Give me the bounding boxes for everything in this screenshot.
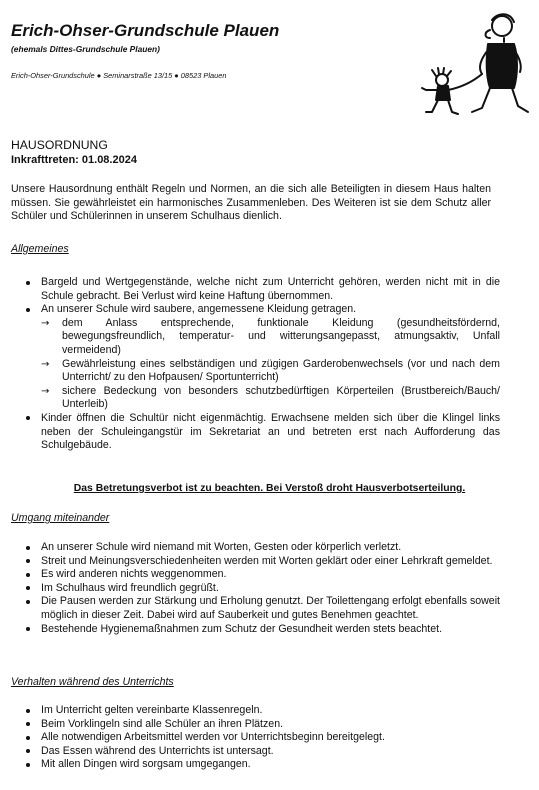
bullet-dot-icon (26, 586, 30, 590)
list-item: Bestehende Hygienemaßnahmen zum Schutz der Gesundheit werden stets beachtet. (0, 623, 500, 637)
school-address: Erich-Ohser-Grundschule ● Seminarstraße 13/15 ● 08523 Plauen (11, 71, 227, 80)
list-item: Beim Vorklingeln sind alle Schüler an ihren Plätzen. (0, 718, 500, 732)
list-item: Streit und Meinungsverschiedenheiten werden mit Worten geklärt oder einer Lehrkraft gemeldet. (0, 555, 500, 569)
school-name: Erich-Ohser-Grundschule Plauen (11, 21, 280, 40)
bullet-dot-icon (26, 722, 30, 726)
right-arrow-icon: → (41, 317, 50, 329)
sub-list (41, 317, 500, 412)
bullet-dot-icon (26, 573, 30, 577)
sub-list-item: → sichere Bedeckung von besonders schutzbedürftigen Körperteilen (Brustbereich/Bauch/ Unterleib) (41, 384, 500, 411)
bullet-dot-icon (26, 736, 30, 740)
bullet-dot-icon (26, 559, 30, 563)
list-item: Kinder öffnen die Schultür nicht eigenmächtig. Erwachsene melden sich über die Klingel links neben der Schuleingangstür im Sekretariat an und betreten erst nach Aufforderung das Schulgebäude. (0, 412, 500, 453)
section-list-allgemeines (0, 276, 500, 453)
intro-paragraph: Unsere Hausordnung enthält Regeln und Normen, an die sich alle Beteiligten in diesem Haus halten müssen. Sie gewährleistet ein harmonisches Zusammenleben. Des Weiteren ist sie dem Schutz aller Schüler und Schülerinnen in unserem Schulhaus dienlich. (11, 183, 491, 223)
section-heading-umgang-miteinander: Umgang miteinander (11, 512, 110, 524)
effective-date: Inkrafttreten: 01.08.2024 (11, 154, 137, 166)
list-item: Mit allen Dingen wird sorgsam umgegangen. (0, 758, 500, 772)
section-heading-verhalten-unterricht: Verhalten während des Unterrichts (11, 676, 174, 688)
right-arrow-icon: → (41, 385, 50, 397)
list-item: Alle notwendigen Arbeitsmittel werden vor Unterrichtsbeginn bereitgelegt. (0, 731, 500, 745)
sub-list-item: → Gewährleistung eines selbständigen und zügigen Garderobenwechsels (vor und nach dem Unterricht/ zu den Hofpausen/ Sportunterricht) (41, 357, 500, 384)
bullet-dot-icon (26, 749, 30, 753)
list-item: An unserer Schule wird saubere, angemessene Kleidung getragen. → dem Anlass entsprechende, funktionale Kleidung (gesundheitsfördernd, bewegungsfreundlich, temperatur- und witterungsangepasst, atmungsaktiv, Unfall vermeidend) → Gewährleistung eines selbständigen und zügigen Garderobenwechsels (vor und nach dem Unterricht/ zu den Hofpausen/ Sportunterricht) → sichere Bedeckung von besonders schutzbedürftigen Körperteilen (Brustbereich/Bauch/ Unterleib) (0, 303, 500, 412)
entry-ban-warning: Das Betretungsverbot ist zu beachten. Bei Verstoß droht Hausverbotserteilung. (73, 483, 466, 494)
bullet-dot-icon (26, 416, 30, 420)
list-item: An unserer Schule wird niemand mit Worten, Gesten oder körperlich verletzt. (0, 541, 500, 555)
bullet-dot-icon (26, 600, 30, 604)
list-item: Das Essen während des Unterrichts ist untersagt. (0, 745, 500, 759)
sub-list-item: → dem Anlass entsprechende, funktionale Kleidung (gesundheitsfördernd, bewegungsfreundlich, temperatur- und witterungsangepasst, atmungsaktiv, Unfall vermeidend) (41, 316, 500, 356)
father-and-son-illustration-icon (418, 8, 530, 124)
list-item: Bargeld und Wertgegenstände, welche nicht zum Unterricht gehören, werden nicht mit in die Schule gebracht. Bei Verlust wird keine Haftung übernommen. (0, 276, 500, 303)
bullet-dot-icon (26, 709, 30, 713)
school-former-name: (ehemals Dittes-Grundschule Plauen) (11, 44, 160, 54)
bullet-dot-icon (26, 281, 30, 285)
list-item: Es wird anderen nichts weggenommen. (0, 568, 500, 582)
section-heading-allgemeines: Allgemeines (11, 243, 69, 255)
section-list-umgang-miteinander (0, 541, 500, 636)
list-item: Im Unterricht gelten vereinbarte Klassenregeln. (0, 704, 500, 718)
bullet-dot-icon (26, 763, 30, 767)
bullet-dot-icon (26, 308, 30, 312)
right-arrow-icon: → (41, 358, 50, 370)
document-title: HAUSORDNUNG (11, 138, 108, 152)
bullet-dot-icon (26, 546, 30, 550)
bullet-dot-icon (26, 627, 30, 631)
list-item: Die Pausen werden zur Stärkung und Erholung genutzt. Der Toilettengang erfolgt ebenfalls soweit möglich in dieser Zeit. Dabei wird auf Sauberkeit und gutes Benehmen geachtet. (0, 595, 500, 622)
list-item: Im Schulhaus wird freundlich gegrüßt. (0, 582, 500, 596)
section-list-verhalten-unterricht (0, 704, 500, 772)
